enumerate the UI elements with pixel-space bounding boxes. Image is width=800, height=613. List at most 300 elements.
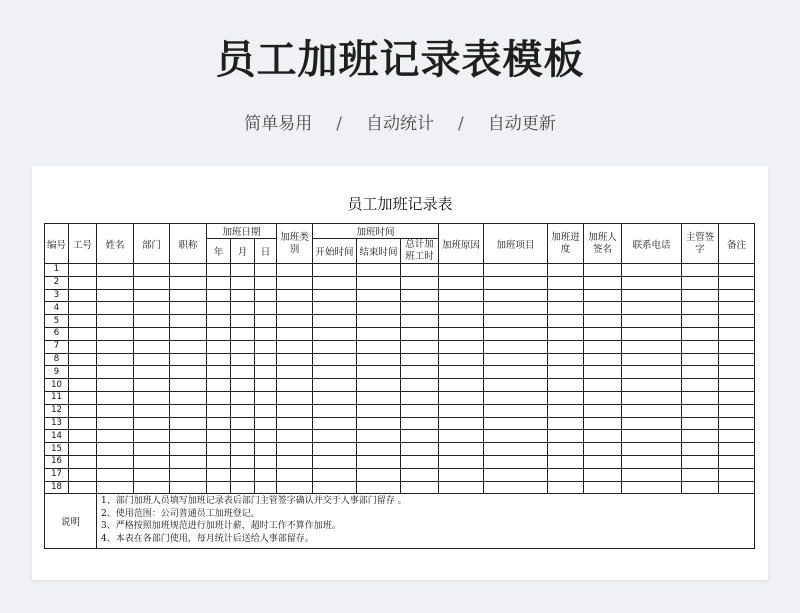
- table-cell[interactable]: [97, 430, 134, 443]
- table-cell[interactable]: [277, 353, 313, 366]
- table-cell[interactable]: [357, 366, 401, 379]
- table-cell[interactable]: [719, 430, 755, 443]
- table-cell[interactable]: [484, 302, 548, 315]
- table-cell[interactable]: [170, 315, 207, 328]
- table-cell[interactable]: [439, 430, 484, 443]
- table-cell[interactable]: [484, 443, 548, 456]
- table-cell[interactable]: [622, 417, 682, 430]
- table-cell[interactable]: [134, 264, 170, 277]
- table-cell[interactable]: [231, 353, 255, 366]
- table-cell[interactable]: [69, 481, 97, 494]
- table-cell[interactable]: [134, 340, 170, 353]
- table-cell[interactable]: [548, 379, 584, 392]
- table-cell[interactable]: [484, 327, 548, 340]
- table-cell[interactable]: [207, 366, 231, 379]
- table-cell[interactable]: [134, 430, 170, 443]
- table-cell[interactable]: [401, 327, 439, 340]
- table-cell[interactable]: [97, 353, 134, 366]
- table-cell[interactable]: [313, 404, 357, 417]
- table-cell[interactable]: [134, 289, 170, 302]
- table-cell[interactable]: [719, 417, 755, 430]
- table-cell[interactable]: [682, 366, 719, 379]
- table-cell[interactable]: [207, 391, 231, 404]
- table-cell[interactable]: [401, 276, 439, 289]
- table-cell[interactable]: [207, 302, 231, 315]
- table-cell[interactable]: [170, 264, 207, 277]
- table-cell[interactable]: [401, 264, 439, 277]
- table-cell[interactable]: [401, 353, 439, 366]
- table-cell[interactable]: [255, 455, 277, 468]
- table-cell[interactable]: [682, 404, 719, 417]
- table-cell[interactable]: [207, 379, 231, 392]
- table-cell[interactable]: [255, 289, 277, 302]
- table-cell[interactable]: [69, 443, 97, 456]
- table-cell[interactable]: [277, 455, 313, 468]
- table-cell[interactable]: [97, 391, 134, 404]
- table-cell[interactable]: [313, 276, 357, 289]
- table-cell[interactable]: [97, 417, 134, 430]
- table-cell[interactable]: [584, 366, 622, 379]
- table-cell[interactable]: [97, 468, 134, 481]
- table-cell[interactable]: [622, 366, 682, 379]
- table-cell[interactable]: [484, 468, 548, 481]
- table-cell[interactable]: [357, 302, 401, 315]
- table-cell[interactable]: [231, 443, 255, 456]
- table-cell[interactable]: [622, 340, 682, 353]
- table-cell[interactable]: [313, 340, 357, 353]
- table-cell[interactable]: [313, 417, 357, 430]
- table-cell[interactable]: [134, 391, 170, 404]
- table-cell[interactable]: [357, 404, 401, 417]
- table-cell[interactable]: [170, 289, 207, 302]
- table-cell[interactable]: [719, 315, 755, 328]
- table-cell[interactable]: [484, 404, 548, 417]
- table-cell[interactable]: [584, 417, 622, 430]
- table-cell[interactable]: [231, 391, 255, 404]
- table-cell[interactable]: [719, 443, 755, 456]
- table-cell[interactable]: [313, 430, 357, 443]
- table-cell[interactable]: [170, 366, 207, 379]
- table-cell[interactable]: [719, 455, 755, 468]
- table-cell[interactable]: [622, 379, 682, 392]
- table-cell[interactable]: [622, 481, 682, 494]
- table-cell[interactable]: [255, 276, 277, 289]
- table-cell[interactable]: [277, 264, 313, 277]
- table-cell[interactable]: [69, 468, 97, 481]
- table-cell[interactable]: [548, 404, 584, 417]
- table-cell[interactable]: [484, 264, 548, 277]
- table-cell[interactable]: [69, 430, 97, 443]
- table-cell[interactable]: [277, 379, 313, 392]
- table-cell[interactable]: [207, 340, 231, 353]
- table-cell[interactable]: [584, 315, 622, 328]
- table-cell[interactable]: [231, 276, 255, 289]
- table-cell[interactable]: [682, 340, 719, 353]
- table-cell[interactable]: [170, 430, 207, 443]
- table-cell[interactable]: [357, 468, 401, 481]
- table-cell[interactable]: [584, 340, 622, 353]
- table-cell[interactable]: [255, 443, 277, 456]
- table-cell[interactable]: [231, 327, 255, 340]
- table-cell[interactable]: [439, 417, 484, 430]
- table-cell[interactable]: [313, 443, 357, 456]
- table-cell[interactable]: [357, 353, 401, 366]
- table-cell[interactable]: [313, 366, 357, 379]
- table-cell[interactable]: [357, 443, 401, 456]
- table-cell[interactable]: [439, 468, 484, 481]
- table-cell[interactable]: [548, 430, 584, 443]
- table-cell[interactable]: [622, 468, 682, 481]
- table-cell[interactable]: [97, 340, 134, 353]
- table-cell[interactable]: [484, 455, 548, 468]
- table-cell[interactable]: [231, 430, 255, 443]
- table-cell[interactable]: [170, 327, 207, 340]
- table-cell[interactable]: [207, 289, 231, 302]
- table-cell[interactable]: [548, 417, 584, 430]
- table-cell[interactable]: [548, 315, 584, 328]
- table-cell[interactable]: [719, 468, 755, 481]
- table-cell[interactable]: [719, 353, 755, 366]
- table-cell[interactable]: [484, 481, 548, 494]
- table-cell[interactable]: [719, 289, 755, 302]
- table-cell[interactable]: [548, 366, 584, 379]
- table-cell[interactable]: [439, 455, 484, 468]
- table-cell[interactable]: [134, 468, 170, 481]
- table-cell[interactable]: [401, 289, 439, 302]
- table-cell[interactable]: [231, 340, 255, 353]
- table-cell[interactable]: [170, 391, 207, 404]
- table-cell[interactable]: [207, 276, 231, 289]
- table-cell[interactable]: [134, 455, 170, 468]
- table-cell[interactable]: [584, 353, 622, 366]
- table-cell[interactable]: [357, 391, 401, 404]
- table-cell[interactable]: [622, 353, 682, 366]
- table-cell[interactable]: [622, 289, 682, 302]
- table-cell[interactable]: [548, 327, 584, 340]
- table-cell[interactable]: [484, 391, 548, 404]
- table-cell[interactable]: [170, 276, 207, 289]
- table-cell[interactable]: [682, 481, 719, 494]
- table-cell[interactable]: [682, 455, 719, 468]
- table-cell[interactable]: [313, 353, 357, 366]
- table-cell[interactable]: [69, 417, 97, 430]
- table-cell[interactable]: [255, 417, 277, 430]
- table-cell[interactable]: [584, 404, 622, 417]
- table-cell[interactable]: [231, 366, 255, 379]
- table-cell[interactable]: [207, 327, 231, 340]
- table-cell[interactable]: [584, 430, 622, 443]
- table-cell[interactable]: [170, 404, 207, 417]
- table-cell[interactable]: [277, 302, 313, 315]
- table-cell[interactable]: [277, 468, 313, 481]
- table-cell[interactable]: [134, 443, 170, 456]
- table-cell[interactable]: [69, 379, 97, 392]
- table-cell[interactable]: [255, 264, 277, 277]
- table-cell[interactable]: [484, 353, 548, 366]
- table-cell[interactable]: [439, 391, 484, 404]
- table-cell[interactable]: [255, 353, 277, 366]
- table-cell[interactable]: [69, 455, 97, 468]
- table-cell[interactable]: [439, 404, 484, 417]
- table-cell[interactable]: [170, 379, 207, 392]
- table-cell[interactable]: [622, 264, 682, 277]
- table-cell[interactable]: [584, 327, 622, 340]
- table-cell[interactable]: [357, 315, 401, 328]
- table-cell[interactable]: [69, 404, 97, 417]
- table-cell[interactable]: [682, 443, 719, 456]
- table-cell[interactable]: [97, 455, 134, 468]
- table-cell[interactable]: [134, 302, 170, 315]
- table-cell[interactable]: [134, 417, 170, 430]
- table-cell[interactable]: [401, 302, 439, 315]
- table-cell[interactable]: [277, 315, 313, 328]
- table-cell[interactable]: [277, 340, 313, 353]
- table-cell[interactable]: [682, 289, 719, 302]
- table-cell[interactable]: [548, 276, 584, 289]
- table-cell[interactable]: [170, 481, 207, 494]
- table-cell[interactable]: [584, 481, 622, 494]
- table-cell[interactable]: [682, 430, 719, 443]
- table-cell[interactable]: [357, 289, 401, 302]
- table-cell[interactable]: [170, 302, 207, 315]
- table-cell[interactable]: [401, 468, 439, 481]
- table-cell[interactable]: [622, 327, 682, 340]
- table-cell[interactable]: [357, 264, 401, 277]
- table-cell[interactable]: [548, 443, 584, 456]
- table-cell[interactable]: [584, 468, 622, 481]
- table-cell[interactable]: [622, 404, 682, 417]
- table-cell[interactable]: [357, 430, 401, 443]
- table-cell[interactable]: [484, 430, 548, 443]
- table-cell[interactable]: [69, 302, 97, 315]
- table-cell[interactable]: [313, 481, 357, 494]
- table-cell[interactable]: [548, 264, 584, 277]
- table-cell[interactable]: [231, 264, 255, 277]
- table-cell[interactable]: [439, 379, 484, 392]
- table-cell[interactable]: [548, 340, 584, 353]
- table-cell[interactable]: [682, 302, 719, 315]
- table-cell[interactable]: [255, 468, 277, 481]
- table-cell[interactable]: [622, 391, 682, 404]
- table-cell[interactable]: [719, 481, 755, 494]
- table-cell[interactable]: [439, 276, 484, 289]
- table-cell[interactable]: [134, 404, 170, 417]
- table-cell[interactable]: [682, 327, 719, 340]
- table-cell[interactable]: [584, 276, 622, 289]
- table-cell[interactable]: [682, 276, 719, 289]
- table-cell[interactable]: [97, 366, 134, 379]
- table-cell[interactable]: [484, 366, 548, 379]
- table-cell[interactable]: [69, 327, 97, 340]
- table-cell[interactable]: [231, 404, 255, 417]
- table-cell[interactable]: [277, 366, 313, 379]
- table-cell[interactable]: [97, 315, 134, 328]
- table-cell[interactable]: [401, 404, 439, 417]
- table-cell[interactable]: [277, 289, 313, 302]
- table-cell[interactable]: [719, 264, 755, 277]
- table-cell[interactable]: [484, 417, 548, 430]
- table-cell[interactable]: [313, 379, 357, 392]
- table-cell[interactable]: [584, 289, 622, 302]
- table-cell[interactable]: [134, 315, 170, 328]
- table-cell[interactable]: [484, 315, 548, 328]
- table-cell[interactable]: [277, 276, 313, 289]
- table-cell[interactable]: [401, 443, 439, 456]
- table-cell[interactable]: [622, 455, 682, 468]
- table-cell[interactable]: [548, 302, 584, 315]
- table-cell[interactable]: [439, 340, 484, 353]
- table-cell[interactable]: [682, 264, 719, 277]
- table-cell[interactable]: [97, 264, 134, 277]
- table-cell[interactable]: [170, 455, 207, 468]
- table-cell[interactable]: [255, 481, 277, 494]
- table-cell[interactable]: [69, 276, 97, 289]
- table-cell[interactable]: [97, 276, 134, 289]
- table-cell[interactable]: [439, 327, 484, 340]
- table-cell[interactable]: [207, 468, 231, 481]
- table-cell[interactable]: [548, 455, 584, 468]
- table-cell[interactable]: [134, 327, 170, 340]
- table-cell[interactable]: [401, 315, 439, 328]
- table-cell[interactable]: [97, 379, 134, 392]
- table-cell[interactable]: [401, 430, 439, 443]
- table-cell[interactable]: [719, 340, 755, 353]
- table-cell[interactable]: [439, 289, 484, 302]
- table-cell[interactable]: [97, 481, 134, 494]
- table-cell[interactable]: [231, 417, 255, 430]
- table-cell[interactable]: [255, 391, 277, 404]
- table-cell[interactable]: [548, 353, 584, 366]
- table-cell[interactable]: [719, 366, 755, 379]
- table-cell[interactable]: [277, 430, 313, 443]
- table-cell[interactable]: [97, 289, 134, 302]
- table-cell[interactable]: [97, 327, 134, 340]
- table-cell[interactable]: [277, 443, 313, 456]
- table-cell[interactable]: [277, 327, 313, 340]
- table-cell[interactable]: [97, 302, 134, 315]
- table-cell[interactable]: [255, 379, 277, 392]
- table-cell[interactable]: [401, 366, 439, 379]
- table-cell[interactable]: [719, 379, 755, 392]
- table-cell[interactable]: [277, 404, 313, 417]
- table-cell[interactable]: [134, 379, 170, 392]
- table-cell[interactable]: [97, 443, 134, 456]
- table-cell[interactable]: [231, 315, 255, 328]
- table-cell[interactable]: [682, 353, 719, 366]
- table-cell[interactable]: [134, 366, 170, 379]
- table-cell[interactable]: [170, 468, 207, 481]
- table-cell[interactable]: [439, 481, 484, 494]
- table-cell[interactable]: [170, 443, 207, 456]
- table-cell[interactable]: [231, 481, 255, 494]
- table-cell[interactable]: [439, 353, 484, 366]
- table-cell[interactable]: [255, 430, 277, 443]
- table-cell[interactable]: [401, 379, 439, 392]
- table-cell[interactable]: [682, 315, 719, 328]
- table-cell[interactable]: [231, 302, 255, 315]
- table-cell[interactable]: [313, 327, 357, 340]
- table-cell[interactable]: [207, 315, 231, 328]
- table-cell[interactable]: [277, 481, 313, 494]
- table-cell[interactable]: [401, 481, 439, 494]
- table-cell[interactable]: [277, 391, 313, 404]
- table-cell[interactable]: [255, 315, 277, 328]
- table-cell[interactable]: [69, 264, 97, 277]
- table-cell[interactable]: [134, 481, 170, 494]
- table-cell[interactable]: [682, 417, 719, 430]
- table-cell[interactable]: [207, 443, 231, 456]
- table-cell[interactable]: [622, 443, 682, 456]
- table-cell[interactable]: [255, 366, 277, 379]
- table-cell[interactable]: [69, 340, 97, 353]
- table-cell[interactable]: [719, 276, 755, 289]
- table-cell[interactable]: [548, 481, 584, 494]
- table-cell[interactable]: [255, 404, 277, 417]
- table-cell[interactable]: [682, 391, 719, 404]
- table-cell[interactable]: [134, 276, 170, 289]
- table-cell[interactable]: [439, 302, 484, 315]
- table-cell[interactable]: [484, 289, 548, 302]
- table-cell[interactable]: [255, 302, 277, 315]
- table-cell[interactable]: [719, 391, 755, 404]
- table-cell[interactable]: [548, 468, 584, 481]
- table-cell[interactable]: [719, 302, 755, 315]
- table-cell[interactable]: [622, 430, 682, 443]
- table-cell[interactable]: [357, 327, 401, 340]
- table-cell[interactable]: [357, 455, 401, 468]
- table-cell[interactable]: [584, 443, 622, 456]
- table-cell[interactable]: [207, 455, 231, 468]
- table-cell[interactable]: [69, 315, 97, 328]
- table-cell[interactable]: [69, 366, 97, 379]
- table-cell[interactable]: [401, 417, 439, 430]
- table-cell[interactable]: [584, 455, 622, 468]
- table-cell[interactable]: [313, 315, 357, 328]
- table-cell[interactable]: [231, 379, 255, 392]
- table-cell[interactable]: [207, 353, 231, 366]
- table-cell[interactable]: [484, 276, 548, 289]
- table-cell[interactable]: [255, 340, 277, 353]
- table-cell[interactable]: [313, 302, 357, 315]
- table-cell[interactable]: [313, 289, 357, 302]
- table-cell[interactable]: [231, 289, 255, 302]
- table-cell[interactable]: [682, 468, 719, 481]
- table-cell[interactable]: [484, 340, 548, 353]
- table-cell[interactable]: [357, 481, 401, 494]
- table-cell[interactable]: [231, 455, 255, 468]
- table-cell[interactable]: [719, 327, 755, 340]
- table-cell[interactable]: [439, 264, 484, 277]
- table-cell[interactable]: [584, 391, 622, 404]
- table-cell[interactable]: [207, 430, 231, 443]
- table-cell[interactable]: [357, 417, 401, 430]
- table-cell[interactable]: [548, 391, 584, 404]
- table-cell[interactable]: [255, 327, 277, 340]
- table-cell[interactable]: [207, 417, 231, 430]
- table-cell[interactable]: [97, 404, 134, 417]
- table-cell[interactable]: [622, 302, 682, 315]
- table-cell[interactable]: [207, 404, 231, 417]
- table-cell[interactable]: [439, 315, 484, 328]
- table-cell[interactable]: [401, 340, 439, 353]
- table-cell[interactable]: [170, 353, 207, 366]
- table-cell[interactable]: [357, 379, 401, 392]
- table-cell[interactable]: [207, 264, 231, 277]
- table-cell[interactable]: [401, 391, 439, 404]
- table-cell[interactable]: [401, 455, 439, 468]
- table-cell[interactable]: [484, 379, 548, 392]
- table-cell[interactable]: [170, 417, 207, 430]
